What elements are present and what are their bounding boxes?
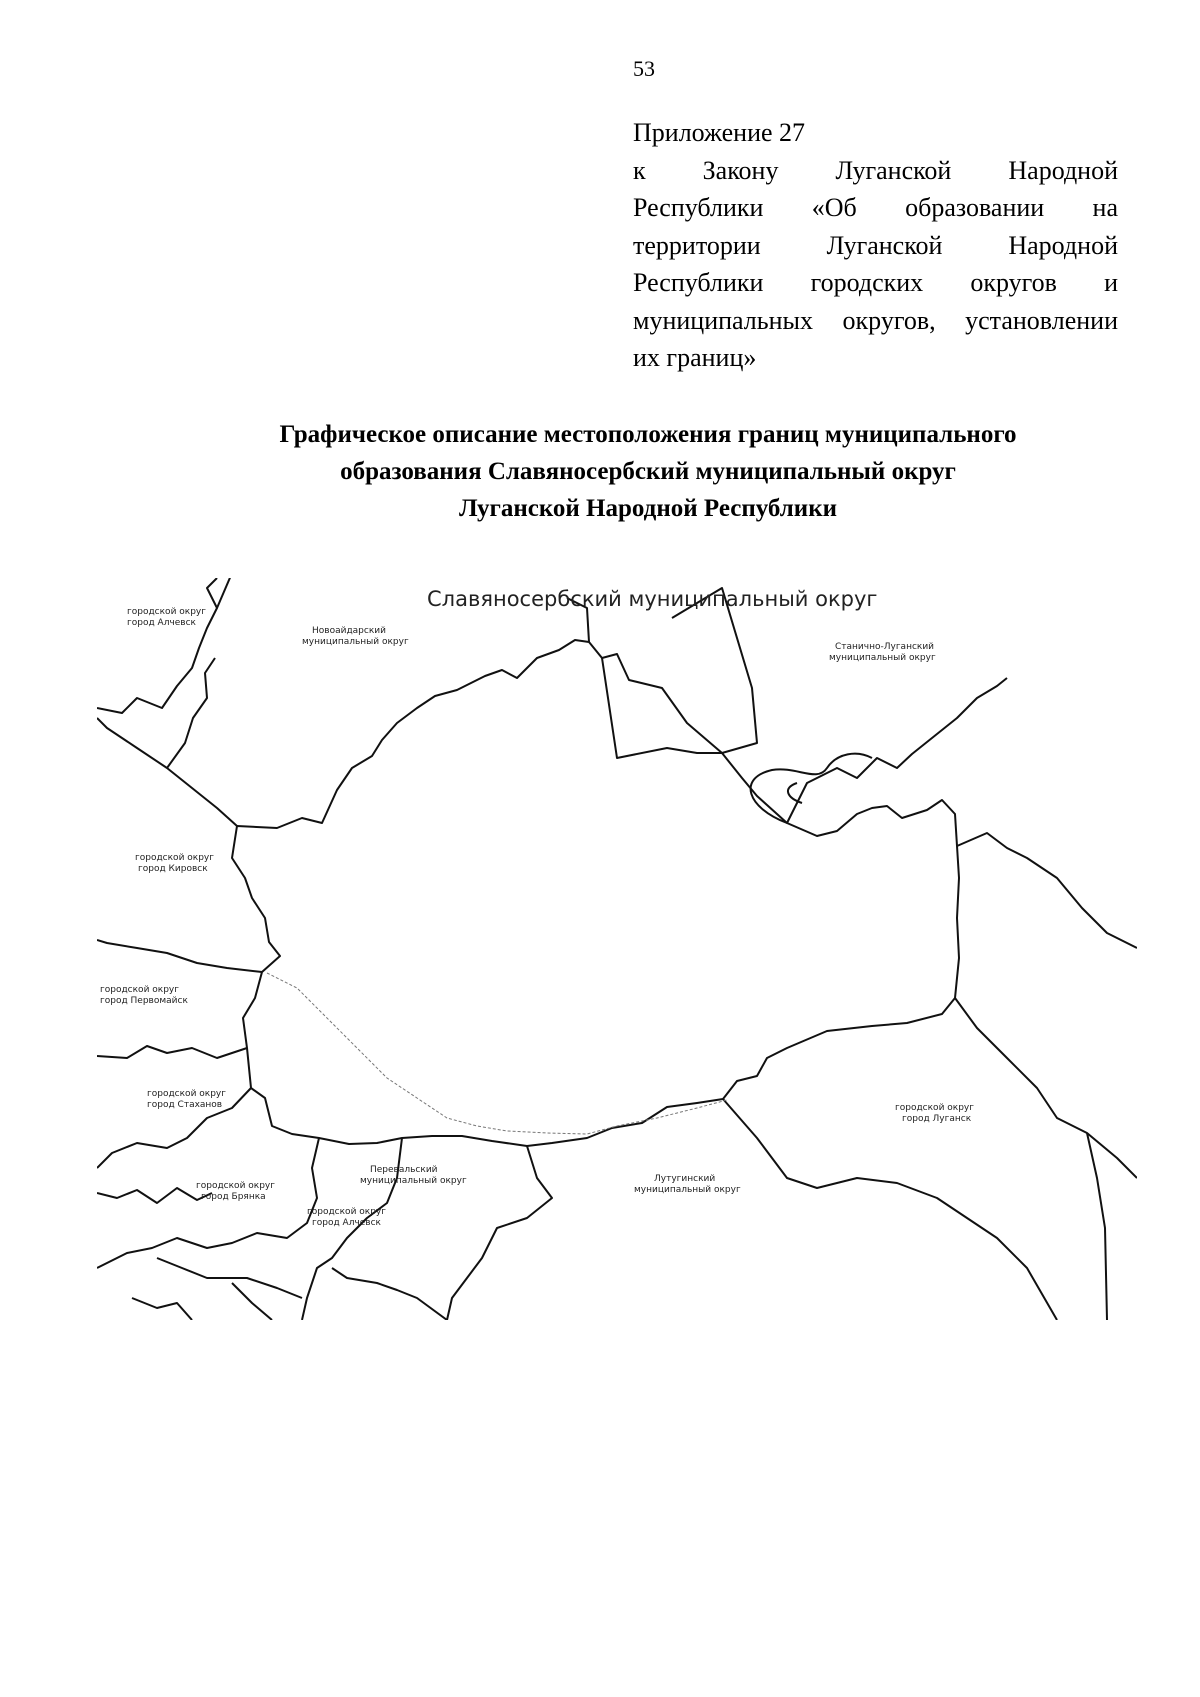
title-line: Графическое описание местоположения границ муниципального [279, 421, 1017, 448]
neighbour-boundary [787, 678, 1007, 823]
neighbour-boundary [672, 588, 757, 753]
neighbour-boundary [97, 1188, 212, 1203]
neighbour-boundary [167, 658, 215, 768]
document-title [100, 416, 1196, 527]
appendix-line: Приложение 27 [633, 118, 806, 147]
map-label: Станично-Луганский [835, 642, 935, 652]
neighbour-boundary [602, 658, 722, 758]
neighbour-boundary [723, 1099, 1057, 1320]
neighbour-boundary [447, 1146, 552, 1320]
appendix-line: территории Луганской Народной [633, 230, 1118, 260]
reservoir-outline [788, 783, 802, 803]
map-heading: Славяносербский муниципальный округ [427, 587, 878, 611]
neighbour-boundary [1087, 1133, 1107, 1320]
map-label: городской округ [135, 853, 214, 863]
neighbour-boundary [97, 1046, 247, 1058]
map-label: городской округ [100, 985, 179, 995]
map-label: Лутугинский [654, 1174, 716, 1184]
map-label: город Луганск [902, 1114, 972, 1124]
map-label: город Первомайск [100, 996, 188, 1006]
map-label: муниципальный округ [302, 637, 409, 647]
title-line: образования Славяносербский муниципальный округ [340, 458, 956, 485]
neighbour-boundary [217, 578, 232, 608]
map-label: Перевальский [370, 1165, 438, 1175]
map-label: муниципальный округ [829, 653, 936, 663]
map-label: городской округ [196, 1181, 275, 1191]
map-label: городской округ [127, 607, 206, 617]
district-boundary [232, 640, 959, 1146]
neighbour-boundary [97, 1138, 319, 1268]
neighbour-boundary [332, 1268, 447, 1320]
neighbour-boundary [97, 718, 237, 826]
map-label: городской округ [147, 1089, 226, 1099]
neighbour-boundary [97, 940, 262, 972]
appendix-line: Республики городских округов и [633, 268, 1118, 297]
appendix-line: к Закону Луганской Народной [633, 155, 1118, 185]
neighbour-boundary [157, 1258, 302, 1298]
map-label: муниципальный округ [634, 1185, 741, 1195]
map-label: город Алчевск [127, 618, 196, 628]
neighbour-boundary [232, 1283, 272, 1320]
reservoir-outline [751, 754, 872, 823]
title-line: Луганской Народной Республики [458, 495, 838, 522]
boundary-map [97, 578, 1137, 1320]
page-number: 53 [633, 56, 655, 81]
neighbour-boundary [97, 578, 217, 713]
map-label: город Кировск [138, 864, 208, 874]
map-label: город Стаханов [147, 1100, 223, 1110]
map-label: город Брянка [201, 1192, 266, 1202]
appendix-line: муниципальных округов, установлении [633, 305, 1118, 335]
map-label: Новоайдарский [312, 626, 386, 636]
appendix-line: Республики «Об образовании на [633, 193, 1118, 222]
appendix-line: их границ» [633, 343, 757, 372]
neighbour-boundary [132, 1298, 192, 1320]
map-label: городской округ [307, 1207, 386, 1217]
map-label: муниципальный округ [360, 1176, 467, 1186]
map-label: город Алчевск [312, 1218, 381, 1228]
map-label: городской округ [895, 1103, 974, 1113]
neighbour-boundary [957, 833, 1137, 948]
appendix-block [633, 114, 1118, 377]
river-line [267, 973, 727, 1134]
neighbour-boundary [955, 998, 1137, 1178]
